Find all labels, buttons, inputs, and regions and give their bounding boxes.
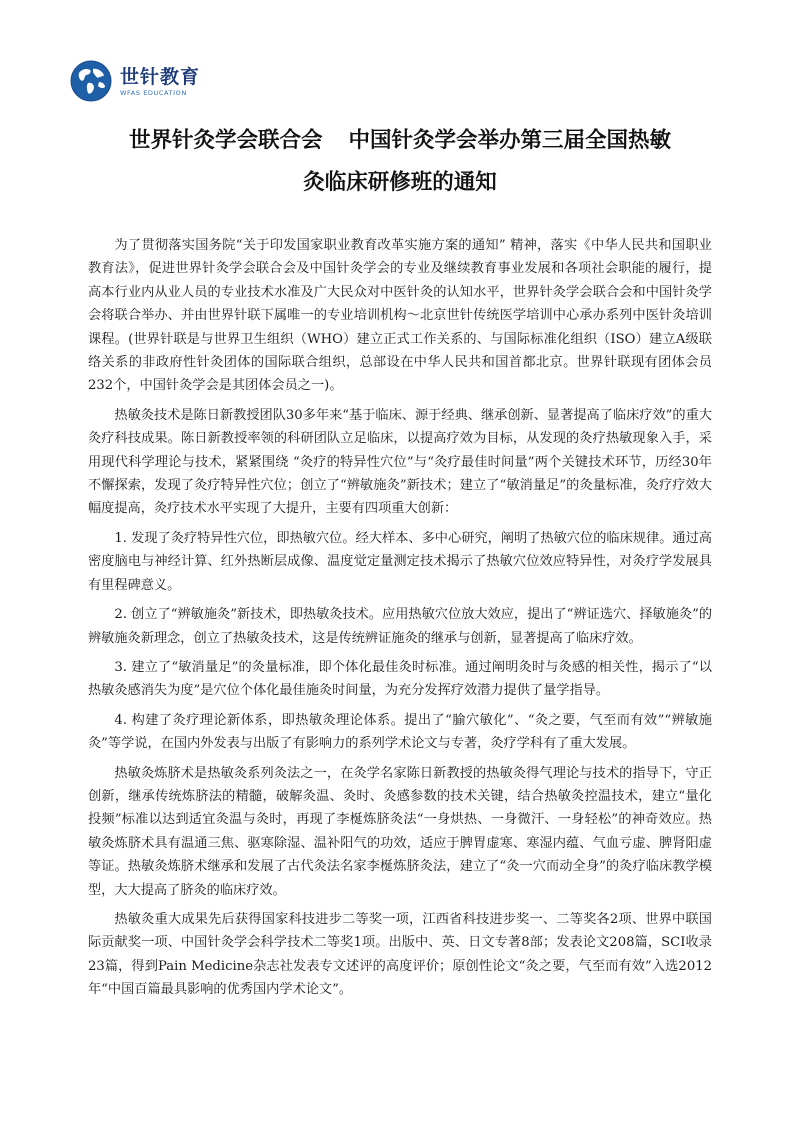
logo-name-en: WFAS EDUCATION: [120, 88, 187, 97]
paragraph-technique: 热敏灸技术是陈日新教授团队30多年来“基于临床、源于经典、继承创新、显著提高了临床疗效”的重大灸疗科技成果。陈日新教授率领的科研团队立足临床，以提高疗效为目标，从发现的灸疗热敏现象入手，采用现代科学理论与技术，紧紧围绕 “灸疗的特异性穴位”与“灸疗最佳时间量”两个关键技术环节，历经30年不懈探索，发现了灸疗特异性穴位；创立了“辨敏施灸”新技术；建立了“敏消量足”的灸量标准，灸疗疗效大幅度提高，灸疗技术水平实现了大提升，主要有四项重大创新：: [88, 407, 712, 517]
title-org: 世界针灸学会联合会: [128, 128, 323, 153]
document-body: [88, 234, 712, 1008]
paragraph-awards: 热敏灸重大成果先后获得国家科技进步二等奖一项，江西省科技进步奖一、二等奖各2项、世界中联国际贡献奖一项、中国针灸学会科学技术二等奖1项。出版中、英、日文专著8部；发表论文208篇，SCI收录23篇，得到Pain Medicine杂志社发表专文述评的高度评价；原创性论文“灸之要，气至而有效”入选2012年“中国百篇最具影响的优秀国内学术论文”。: [88, 911, 712, 998]
page-title: [60, 120, 740, 204]
globe-icon: [70, 60, 112, 102]
paragraph-innovation-4: 4. 构建了灸疗理论新体系，即热敏灸理论体系。提出了“腧穴敏化”、“灸之要，气至而有效”“辨敏施灸”等学说，在国内外发表与出版了有影响力的系列学术论文与专著，灸疗学科有了重大发展。: [88, 712, 712, 752]
title-line-1: [60, 120, 740, 162]
wfas-education-logo: [70, 56, 200, 106]
paragraph-innovation-2: 2. 创立了“辨敏施灸”新技术，即热敏灸技术。应用热敏穴位放大效应，提出了“辨证选穴、择敏施灸”的辨敏施灸新理念，创立了热敏灸技术，这是传统辨证施灸的继承与创新，显著提高了临床疗效。: [88, 607, 713, 646]
logo-name-cn: 世针教育: [120, 65, 201, 88]
title-line-2: 灸临床研修班的通知: [303, 170, 497, 195]
paragraph-innovation-1: 1. 发现了灸疗特异性穴位，即热敏穴位。经大样本、多中心研究，阐明了热敏穴位的临床规律。通过高密度脑电与神经计算、红外热断层成像、温度觉定量测定技术揭示了热敏穴位效应特异性，对灸疗学发展具有里程碑意义。: [88, 530, 712, 593]
paragraph-navel-moxibustion: 热敏灸炼脐术是热敏灸系列灸法之一，在灸学名家陈日新教授的热敏灸得气理论与技术的指导下，守正创新，继承传统炼脐法的精髓，破解灸温、灸时、灸感参数的技术关键，结合热敏灸控温技术，建立“量化投频”标准以达到适宜灸温与灸时，再现了李梴炼脐灸法“一身烘热、一身微汗、一身轻松”的神奇效应。热敏灸炼脐术具有温通三焦、驱寒除湿、温补阳气的功效，适应于脾胃虚寒、寒湿内蕴、气血亏虚、脾肾阳虚等证。热敏灸炼脐术继承和发展了古代灸法名家李梴炼脐灸法，建立了“灸一穴而动全身”的灸疗临床教学模型，大大提高了脐灸的临床疗效。: [88, 765, 712, 898]
title-main: 中国针灸学会举办第三届全国热敏: [348, 128, 672, 153]
paragraph-intro: 为了贯彻落实国务院“关于印发国家职业教育改革实施方案的通知” 精神，落实《中华人民共和国职业教育法》，促进世界针灸学会联合会及中国针灸学会的专业及继续教育事业发展和各项社会职能的履行，提高本行业内从业人员的专业技术水准及广大民众对中医针灸的认知水平，世界针灸学会联合会和中国针灸学会将联合举办、并由世界针联下属唯一的专业培训机构～北京世针传统医学培训中心承办系列中医针灸培训课程。(世界针联是与世界卫生组织（WHO）建立正式工作关系的、与国际标准化组织（ISO）建立A级联络关系的非政府性针灸团体的国际联合组织，总部设在中华人民共和国首都北京。世界针联现有团体会员232个，中国针灸学会是其团体会员之一)。: [88, 238, 712, 394]
paragraph-innovation-3: 3. 建立了“敏消量足”的灸量标准，即个体化最佳灸时标准。通过阐明灸时与灸感的相关性，揭示了“以热敏灸感消失为度”是穴位个体化最佳施灸时间量，为充分发挥疗效潜力提供了量学指导。: [88, 659, 712, 699]
